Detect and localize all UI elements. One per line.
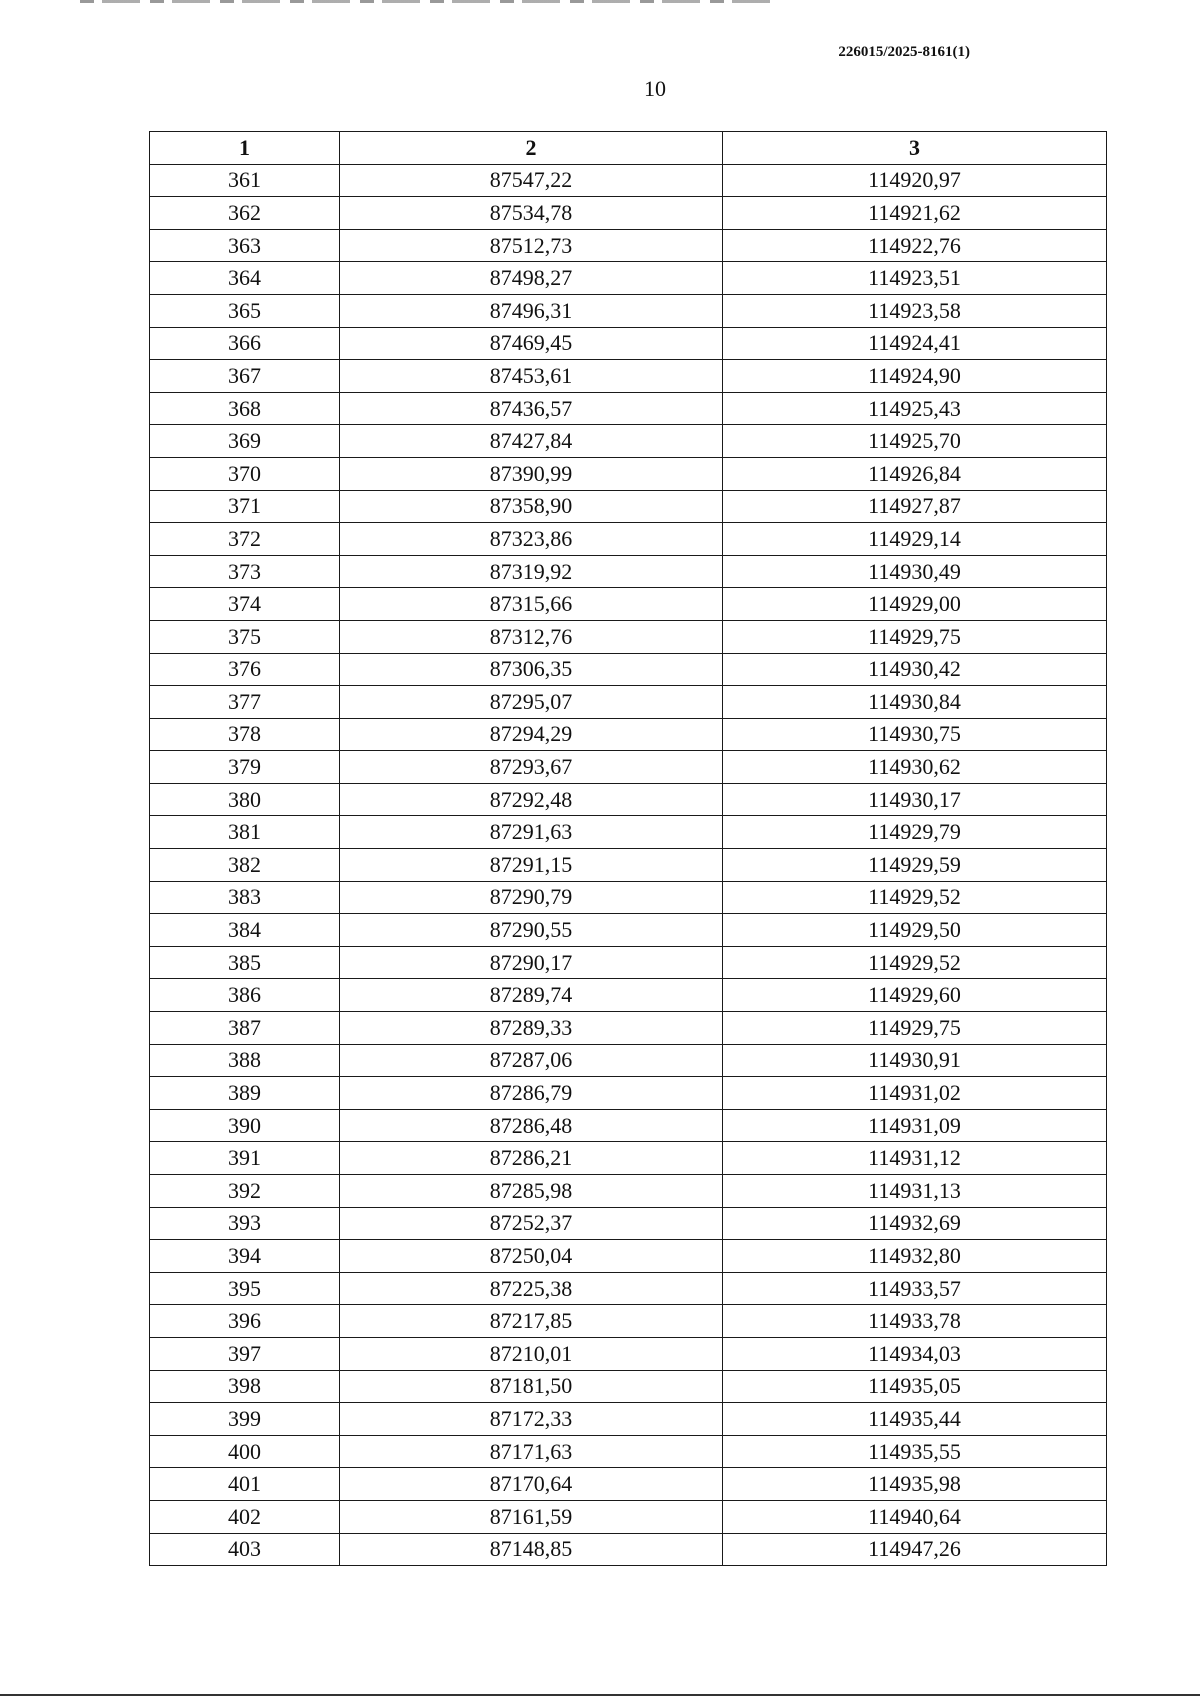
y-coordinate-cell: 114932,69 xyxy=(723,1207,1107,1240)
point-number-cell: 376 xyxy=(150,653,340,686)
point-number-cell: 369 xyxy=(150,425,340,458)
table-row xyxy=(150,1175,1107,1208)
table-row xyxy=(150,164,1107,197)
table-row xyxy=(150,751,1107,784)
point-number-cell: 384 xyxy=(150,914,340,947)
table-row xyxy=(150,555,1107,588)
point-number-cell: 387 xyxy=(150,1012,340,1045)
x-coordinate-cell: 87306,35 xyxy=(340,653,723,686)
y-coordinate-cell: 114935,44 xyxy=(723,1403,1107,1436)
y-coordinate-cell: 114933,78 xyxy=(723,1305,1107,1338)
y-coordinate-cell: 114932,80 xyxy=(723,1240,1107,1273)
y-coordinate-cell: 114930,62 xyxy=(723,751,1107,784)
table-row xyxy=(150,783,1107,816)
point-number-cell: 401 xyxy=(150,1468,340,1501)
table-row xyxy=(150,588,1107,621)
y-coordinate-cell: 114920,97 xyxy=(723,164,1107,197)
point-number-cell: 378 xyxy=(150,718,340,751)
x-coordinate-cell: 87294,29 xyxy=(340,718,723,751)
x-coordinate-cell: 87148,85 xyxy=(340,1533,723,1566)
point-number-cell: 362 xyxy=(150,197,340,230)
point-number-cell: 361 xyxy=(150,164,340,197)
point-number-cell: 385 xyxy=(150,946,340,979)
table-row xyxy=(150,1207,1107,1240)
document-number: 226015/2025-8161(1) xyxy=(838,44,970,60)
point-number-cell: 364 xyxy=(150,262,340,295)
point-number-cell: 363 xyxy=(150,229,340,262)
point-number-cell: 390 xyxy=(150,1109,340,1142)
point-number-cell: 372 xyxy=(150,523,340,556)
x-coordinate-cell: 87293,67 xyxy=(340,751,723,784)
point-number-cell: 375 xyxy=(150,620,340,653)
x-coordinate-cell: 87390,99 xyxy=(340,457,723,490)
x-coordinate-cell: 87496,31 xyxy=(340,294,723,327)
point-number-cell: 381 xyxy=(150,816,340,849)
table-row xyxy=(150,881,1107,914)
y-coordinate-cell: 114931,12 xyxy=(723,1142,1107,1175)
x-coordinate-cell: 87315,66 xyxy=(340,588,723,621)
x-coordinate-cell: 87291,63 xyxy=(340,816,723,849)
scan-artifact-strip xyxy=(80,0,780,3)
point-number-cell: 386 xyxy=(150,979,340,1012)
point-number-cell: 383 xyxy=(150,881,340,914)
column-header-2: 2 xyxy=(340,132,723,165)
table-row xyxy=(150,653,1107,686)
point-number-cell: 377 xyxy=(150,686,340,719)
point-number-cell: 380 xyxy=(150,783,340,816)
y-coordinate-cell: 114927,87 xyxy=(723,490,1107,523)
x-coordinate-cell: 87172,33 xyxy=(340,1403,723,1436)
y-coordinate-cell: 114930,42 xyxy=(723,653,1107,686)
table-header-row xyxy=(150,132,1107,165)
point-number-cell: 374 xyxy=(150,588,340,621)
y-coordinate-cell: 114922,76 xyxy=(723,229,1107,262)
x-coordinate-cell: 87295,07 xyxy=(340,686,723,719)
x-coordinate-cell: 87289,33 xyxy=(340,1012,723,1045)
table-row xyxy=(150,1533,1107,1566)
y-coordinate-cell: 114929,75 xyxy=(723,620,1107,653)
point-number-cell: 382 xyxy=(150,849,340,882)
x-coordinate-cell: 87225,38 xyxy=(340,1272,723,1305)
x-coordinate-cell: 87290,55 xyxy=(340,914,723,947)
table-row xyxy=(150,1240,1107,1273)
table-row xyxy=(150,294,1107,327)
x-coordinate-cell: 87289,74 xyxy=(340,979,723,1012)
point-number-cell: 366 xyxy=(150,327,340,360)
point-number-cell: 402 xyxy=(150,1500,340,1533)
x-coordinate-cell: 87287,06 xyxy=(340,1044,723,1077)
point-number-cell: 397 xyxy=(150,1337,340,1370)
table-row xyxy=(150,946,1107,979)
x-coordinate-cell: 87319,92 xyxy=(340,555,723,588)
y-coordinate-cell: 114947,26 xyxy=(723,1533,1107,1566)
table-row xyxy=(150,1077,1107,1110)
x-coordinate-cell: 87453,61 xyxy=(340,360,723,393)
point-number-cell: 371 xyxy=(150,490,340,523)
x-coordinate-cell: 87286,79 xyxy=(340,1077,723,1110)
table-row xyxy=(150,392,1107,425)
point-number-cell: 389 xyxy=(150,1077,340,1110)
x-coordinate-cell: 87286,21 xyxy=(340,1142,723,1175)
y-coordinate-cell: 114940,64 xyxy=(723,1500,1107,1533)
point-number-cell: 399 xyxy=(150,1403,340,1436)
table-row xyxy=(150,197,1107,230)
coordinates-table xyxy=(149,131,1107,1566)
table-row xyxy=(150,979,1107,1012)
table-row xyxy=(150,849,1107,882)
table-row xyxy=(150,1012,1107,1045)
y-coordinate-cell: 114924,41 xyxy=(723,327,1107,360)
x-coordinate-cell: 87285,98 xyxy=(340,1175,723,1208)
point-number-cell: 392 xyxy=(150,1175,340,1208)
table-row xyxy=(150,1403,1107,1436)
table-row xyxy=(150,1272,1107,1305)
x-coordinate-cell: 87217,85 xyxy=(340,1305,723,1338)
x-coordinate-cell: 87170,64 xyxy=(340,1468,723,1501)
point-number-cell: 373 xyxy=(150,555,340,588)
table-row xyxy=(150,457,1107,490)
table-row xyxy=(150,1500,1107,1533)
column-header-3: 3 xyxy=(723,132,1107,165)
table-row xyxy=(150,360,1107,393)
point-number-cell: 403 xyxy=(150,1533,340,1566)
x-coordinate-cell: 87436,57 xyxy=(340,392,723,425)
x-coordinate-cell: 87210,01 xyxy=(340,1337,723,1370)
point-number-cell: 400 xyxy=(150,1435,340,1468)
point-number-cell: 393 xyxy=(150,1207,340,1240)
point-number-cell: 370 xyxy=(150,457,340,490)
point-number-cell: 367 xyxy=(150,360,340,393)
table-row xyxy=(150,718,1107,751)
y-coordinate-cell: 114930,49 xyxy=(723,555,1107,588)
x-coordinate-cell: 87290,79 xyxy=(340,881,723,914)
x-coordinate-cell: 87312,76 xyxy=(340,620,723,653)
y-coordinate-cell: 114933,57 xyxy=(723,1272,1107,1305)
point-number-cell: 396 xyxy=(150,1305,340,1338)
table-row xyxy=(150,425,1107,458)
x-coordinate-cell: 87427,84 xyxy=(340,425,723,458)
x-coordinate-cell: 87181,50 xyxy=(340,1370,723,1403)
y-coordinate-cell: 114935,98 xyxy=(723,1468,1107,1501)
x-coordinate-cell: 87358,90 xyxy=(340,490,723,523)
y-coordinate-cell: 114930,75 xyxy=(723,718,1107,751)
point-number-cell: 398 xyxy=(150,1370,340,1403)
y-coordinate-cell: 114930,17 xyxy=(723,783,1107,816)
table-row xyxy=(150,620,1107,653)
y-coordinate-cell: 114931,02 xyxy=(723,1077,1107,1110)
y-coordinate-cell: 114929,50 xyxy=(723,914,1107,947)
x-coordinate-cell: 87250,04 xyxy=(340,1240,723,1273)
x-coordinate-cell: 87498,27 xyxy=(340,262,723,295)
table-row xyxy=(150,1468,1107,1501)
x-coordinate-cell: 87161,59 xyxy=(340,1500,723,1533)
table-row xyxy=(150,1142,1107,1175)
point-number-cell: 365 xyxy=(150,294,340,327)
table-body xyxy=(150,164,1107,1566)
table-row xyxy=(150,262,1107,295)
x-coordinate-cell: 87286,48 xyxy=(340,1109,723,1142)
y-coordinate-cell: 114926,84 xyxy=(723,457,1107,490)
x-coordinate-cell: 87323,86 xyxy=(340,523,723,556)
table-row xyxy=(150,327,1107,360)
y-coordinate-cell: 114929,59 xyxy=(723,849,1107,882)
y-coordinate-cell: 114929,52 xyxy=(723,881,1107,914)
x-coordinate-cell: 87292,48 xyxy=(340,783,723,816)
y-coordinate-cell: 114924,90 xyxy=(723,360,1107,393)
x-coordinate-cell: 87290,17 xyxy=(340,946,723,979)
x-coordinate-cell: 87291,15 xyxy=(340,849,723,882)
y-coordinate-cell: 114925,43 xyxy=(723,392,1107,425)
y-coordinate-cell: 114931,09 xyxy=(723,1109,1107,1142)
table-row xyxy=(150,523,1107,556)
y-coordinate-cell: 114935,55 xyxy=(723,1435,1107,1468)
page-number: 10 xyxy=(644,76,666,101)
y-coordinate-cell: 114925,70 xyxy=(723,425,1107,458)
x-coordinate-cell: 87469,45 xyxy=(340,327,723,360)
y-coordinate-cell: 114929,14 xyxy=(723,523,1107,556)
table-row xyxy=(150,914,1107,947)
table-row xyxy=(150,1044,1107,1077)
x-coordinate-cell: 87547,22 xyxy=(340,164,723,197)
y-coordinate-cell: 114923,58 xyxy=(723,294,1107,327)
point-number-cell: 388 xyxy=(150,1044,340,1077)
table-row xyxy=(150,816,1107,849)
y-coordinate-cell: 114923,51 xyxy=(723,262,1107,295)
point-number-cell: 391 xyxy=(150,1142,340,1175)
y-coordinate-cell: 114929,75 xyxy=(723,1012,1107,1045)
x-coordinate-cell: 87171,63 xyxy=(340,1435,723,1468)
point-number-cell: 395 xyxy=(150,1272,340,1305)
y-coordinate-cell: 114929,52 xyxy=(723,946,1107,979)
table-row xyxy=(150,1435,1107,1468)
y-coordinate-cell: 114930,84 xyxy=(723,686,1107,719)
x-coordinate-cell: 87512,73 xyxy=(340,229,723,262)
y-coordinate-cell: 114921,62 xyxy=(723,197,1107,230)
y-coordinate-cell: 114929,60 xyxy=(723,979,1107,1012)
point-number-cell: 368 xyxy=(150,392,340,425)
y-coordinate-cell: 114930,91 xyxy=(723,1044,1107,1077)
y-coordinate-cell: 114934,03 xyxy=(723,1337,1107,1370)
x-coordinate-cell: 87252,37 xyxy=(340,1207,723,1240)
table-row xyxy=(150,1305,1107,1338)
point-number-cell: 379 xyxy=(150,751,340,784)
table-row xyxy=(150,1370,1107,1403)
x-coordinate-cell: 87534,78 xyxy=(340,197,723,230)
y-coordinate-cell: 114935,05 xyxy=(723,1370,1107,1403)
y-coordinate-cell: 114931,13 xyxy=(723,1175,1107,1208)
y-coordinate-cell: 114929,79 xyxy=(723,816,1107,849)
table-row xyxy=(150,1337,1107,1370)
table-row xyxy=(150,229,1107,262)
table-row xyxy=(150,490,1107,523)
y-coordinate-cell: 114929,00 xyxy=(723,588,1107,621)
table-row xyxy=(150,1109,1107,1142)
point-number-cell: 394 xyxy=(150,1240,340,1273)
table-row xyxy=(150,686,1107,719)
column-header-1: 1 xyxy=(150,132,340,165)
